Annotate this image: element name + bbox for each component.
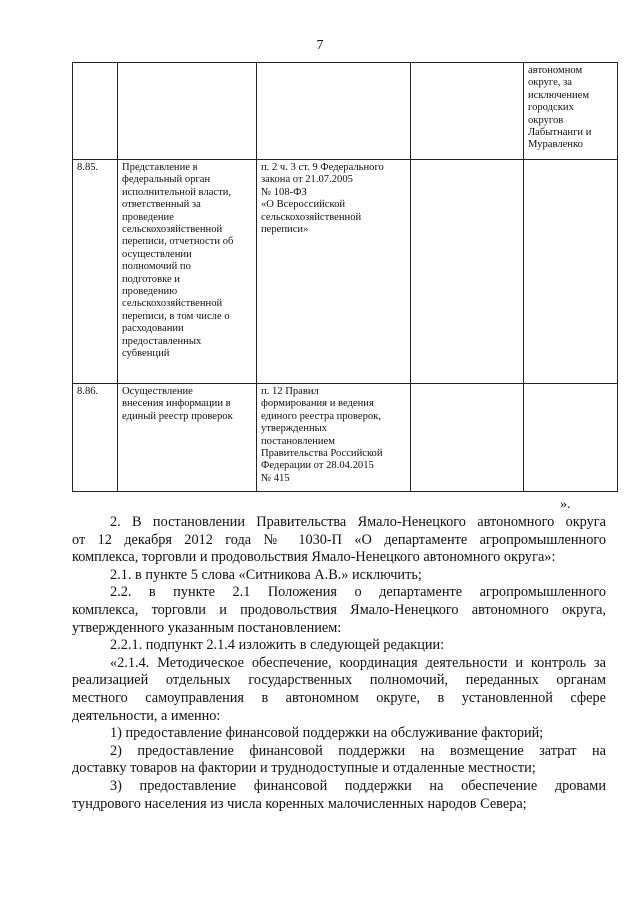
cell-text-line: округов xyxy=(528,114,564,126)
row-number: 8.86. xyxy=(77,386,99,397)
cell-text-line: переписи» xyxy=(261,224,309,236)
cell-text-line: внесения информации в xyxy=(122,398,231,410)
cell-text-line: постановлением xyxy=(261,435,335,447)
row-number: 8.85. xyxy=(77,162,99,173)
table-cell xyxy=(257,160,411,384)
text-line: тундрового населения из числа коренных малочисленных народов Севера; xyxy=(72,795,527,812)
cell-text-line: городских xyxy=(528,102,574,114)
text-line: доставку товаров на фактории и труднодоступные и отдаленные местности; xyxy=(72,760,536,777)
text-line: местного самоуправления в автономном округе, в установленной сфере xyxy=(72,689,606,706)
paragraph xyxy=(72,655,606,725)
cell-text-line: проведение xyxy=(122,211,174,223)
cell-text-line: полномочий по xyxy=(122,261,191,273)
cell-text-line: осуществлении xyxy=(122,248,192,260)
cell-text-line: утвержденных xyxy=(261,423,328,435)
cell-text-line: сельскохозяйственной xyxy=(122,224,223,236)
text-line: «2.1.4. Методическое обеспечение, координация деятельности и контроль за xyxy=(110,654,606,671)
table-cell xyxy=(411,160,524,384)
paragraph xyxy=(72,637,606,655)
cell-text-line: исполнительной власти, xyxy=(122,186,232,198)
cell-text-line: предоставленных xyxy=(122,335,202,347)
cell-text-line: единый реестр проверок xyxy=(122,410,233,422)
row-number-cell xyxy=(73,63,118,160)
cell-text-line: Представление в xyxy=(122,162,198,173)
text-line: 2.2. в пункте 2.1 Положения о департаменте агропромышленного xyxy=(110,584,606,601)
cell-text-line: Правительства Российской xyxy=(261,448,383,460)
page-number: 7 xyxy=(316,38,324,53)
resolution-text xyxy=(72,514,606,813)
table-cell xyxy=(411,384,524,492)
cell-text-line: переписи, в том числе о xyxy=(122,310,230,322)
cell-text-line: федеральный орган xyxy=(122,174,211,186)
table-cell xyxy=(257,63,411,160)
cell-text-line: № 415 xyxy=(261,472,290,484)
table-row xyxy=(73,63,618,160)
text-line: утвержденного указанным постановлением: xyxy=(72,619,342,636)
text-line: реализацией отдельных государственных полномочий, переданных органам xyxy=(72,672,606,689)
text-line: 1) предоставление финансовой поддержки на обслуживание факторий; xyxy=(110,725,544,742)
paragraph xyxy=(72,514,606,567)
cell-text-line: единого реестра проверок, xyxy=(261,410,381,422)
cell-text-line: подготовке и xyxy=(122,273,180,285)
cell-text-line: закона от 21.07.2005 xyxy=(261,174,353,186)
paragraph xyxy=(72,778,606,813)
table-cell xyxy=(257,384,411,492)
cell-text-line: № 108-ФЗ xyxy=(261,186,307,198)
cell-text-line: Осуществление xyxy=(122,386,193,397)
text-line: 3) предоставление финансовой поддержки на обеспечение дровами xyxy=(110,777,606,794)
closing-quote: ». xyxy=(560,497,571,512)
text-line: 2.2.1. подпункт 2.1.4 изложить в следующей редакции: xyxy=(110,637,445,654)
table-row xyxy=(73,160,618,384)
cell-text-line: п. 2 ч. 3 ст. 9 Федерального xyxy=(261,162,384,173)
cell-text-line: Лабытнанги и xyxy=(528,127,592,139)
cell-text-line: сельскохозяйственной xyxy=(261,211,362,223)
text-line: 2.1. в пункте 5 слова «Ситникова А.В.» исключить; xyxy=(110,566,422,583)
cell-text-line: п. 12 Правил xyxy=(261,386,319,397)
powers-table xyxy=(72,62,618,492)
text-line: комплекса, торговли и продовольствия Ямало-Ненецкого автономного округа, xyxy=(72,601,606,618)
text-line: 2. В постановлении Правительства Ямало-Ненецкого автономного округа xyxy=(110,514,606,530)
row-number-cell xyxy=(73,160,118,384)
cell-text-line: исключением xyxy=(528,89,590,101)
text-line: комплекса, торговли и продовольствия Ямало-Ненецкого автономного округа»: xyxy=(72,549,556,566)
cell-text-line: проведению xyxy=(122,286,178,298)
paragraph xyxy=(72,584,606,637)
cell-text-line: формирования и ведения xyxy=(261,398,374,410)
table-cell xyxy=(411,63,524,160)
text-line: от 12 декабря 2012 года № 1030-П «О департаменте агропромышленного xyxy=(72,531,606,548)
table-cell xyxy=(118,63,257,160)
cell-text-line: Муравленко xyxy=(528,139,583,151)
cell-text-line: переписи, отчетности об xyxy=(122,236,234,248)
paragraph xyxy=(72,567,606,585)
table-cell xyxy=(524,384,618,492)
table-cell xyxy=(524,63,618,160)
table-cell xyxy=(524,160,618,384)
cell-text-line: «О Всероссийской xyxy=(261,199,346,211)
cell-text-line: расходовании xyxy=(122,323,184,335)
cell-text-line: ответственный за xyxy=(122,199,201,211)
table-cell xyxy=(118,384,257,492)
cell-text-line: субвенций xyxy=(122,348,170,360)
table-cell xyxy=(118,160,257,384)
cell-text-line: сельскохозяйственной xyxy=(122,298,223,310)
cell-text-line: Федерации от 28.04.2015 xyxy=(261,460,374,472)
cell-text-line: округе, за xyxy=(528,77,572,89)
cell-text-line: автономном xyxy=(528,65,583,76)
table-row xyxy=(73,384,618,492)
row-number-cell xyxy=(73,384,118,492)
paragraph xyxy=(72,743,606,778)
text-line: деятельности, а именно: xyxy=(72,707,221,724)
text-line: 2) предоставление финансовой поддержки на возмещение затрат на xyxy=(110,742,606,759)
paragraph xyxy=(72,725,606,743)
